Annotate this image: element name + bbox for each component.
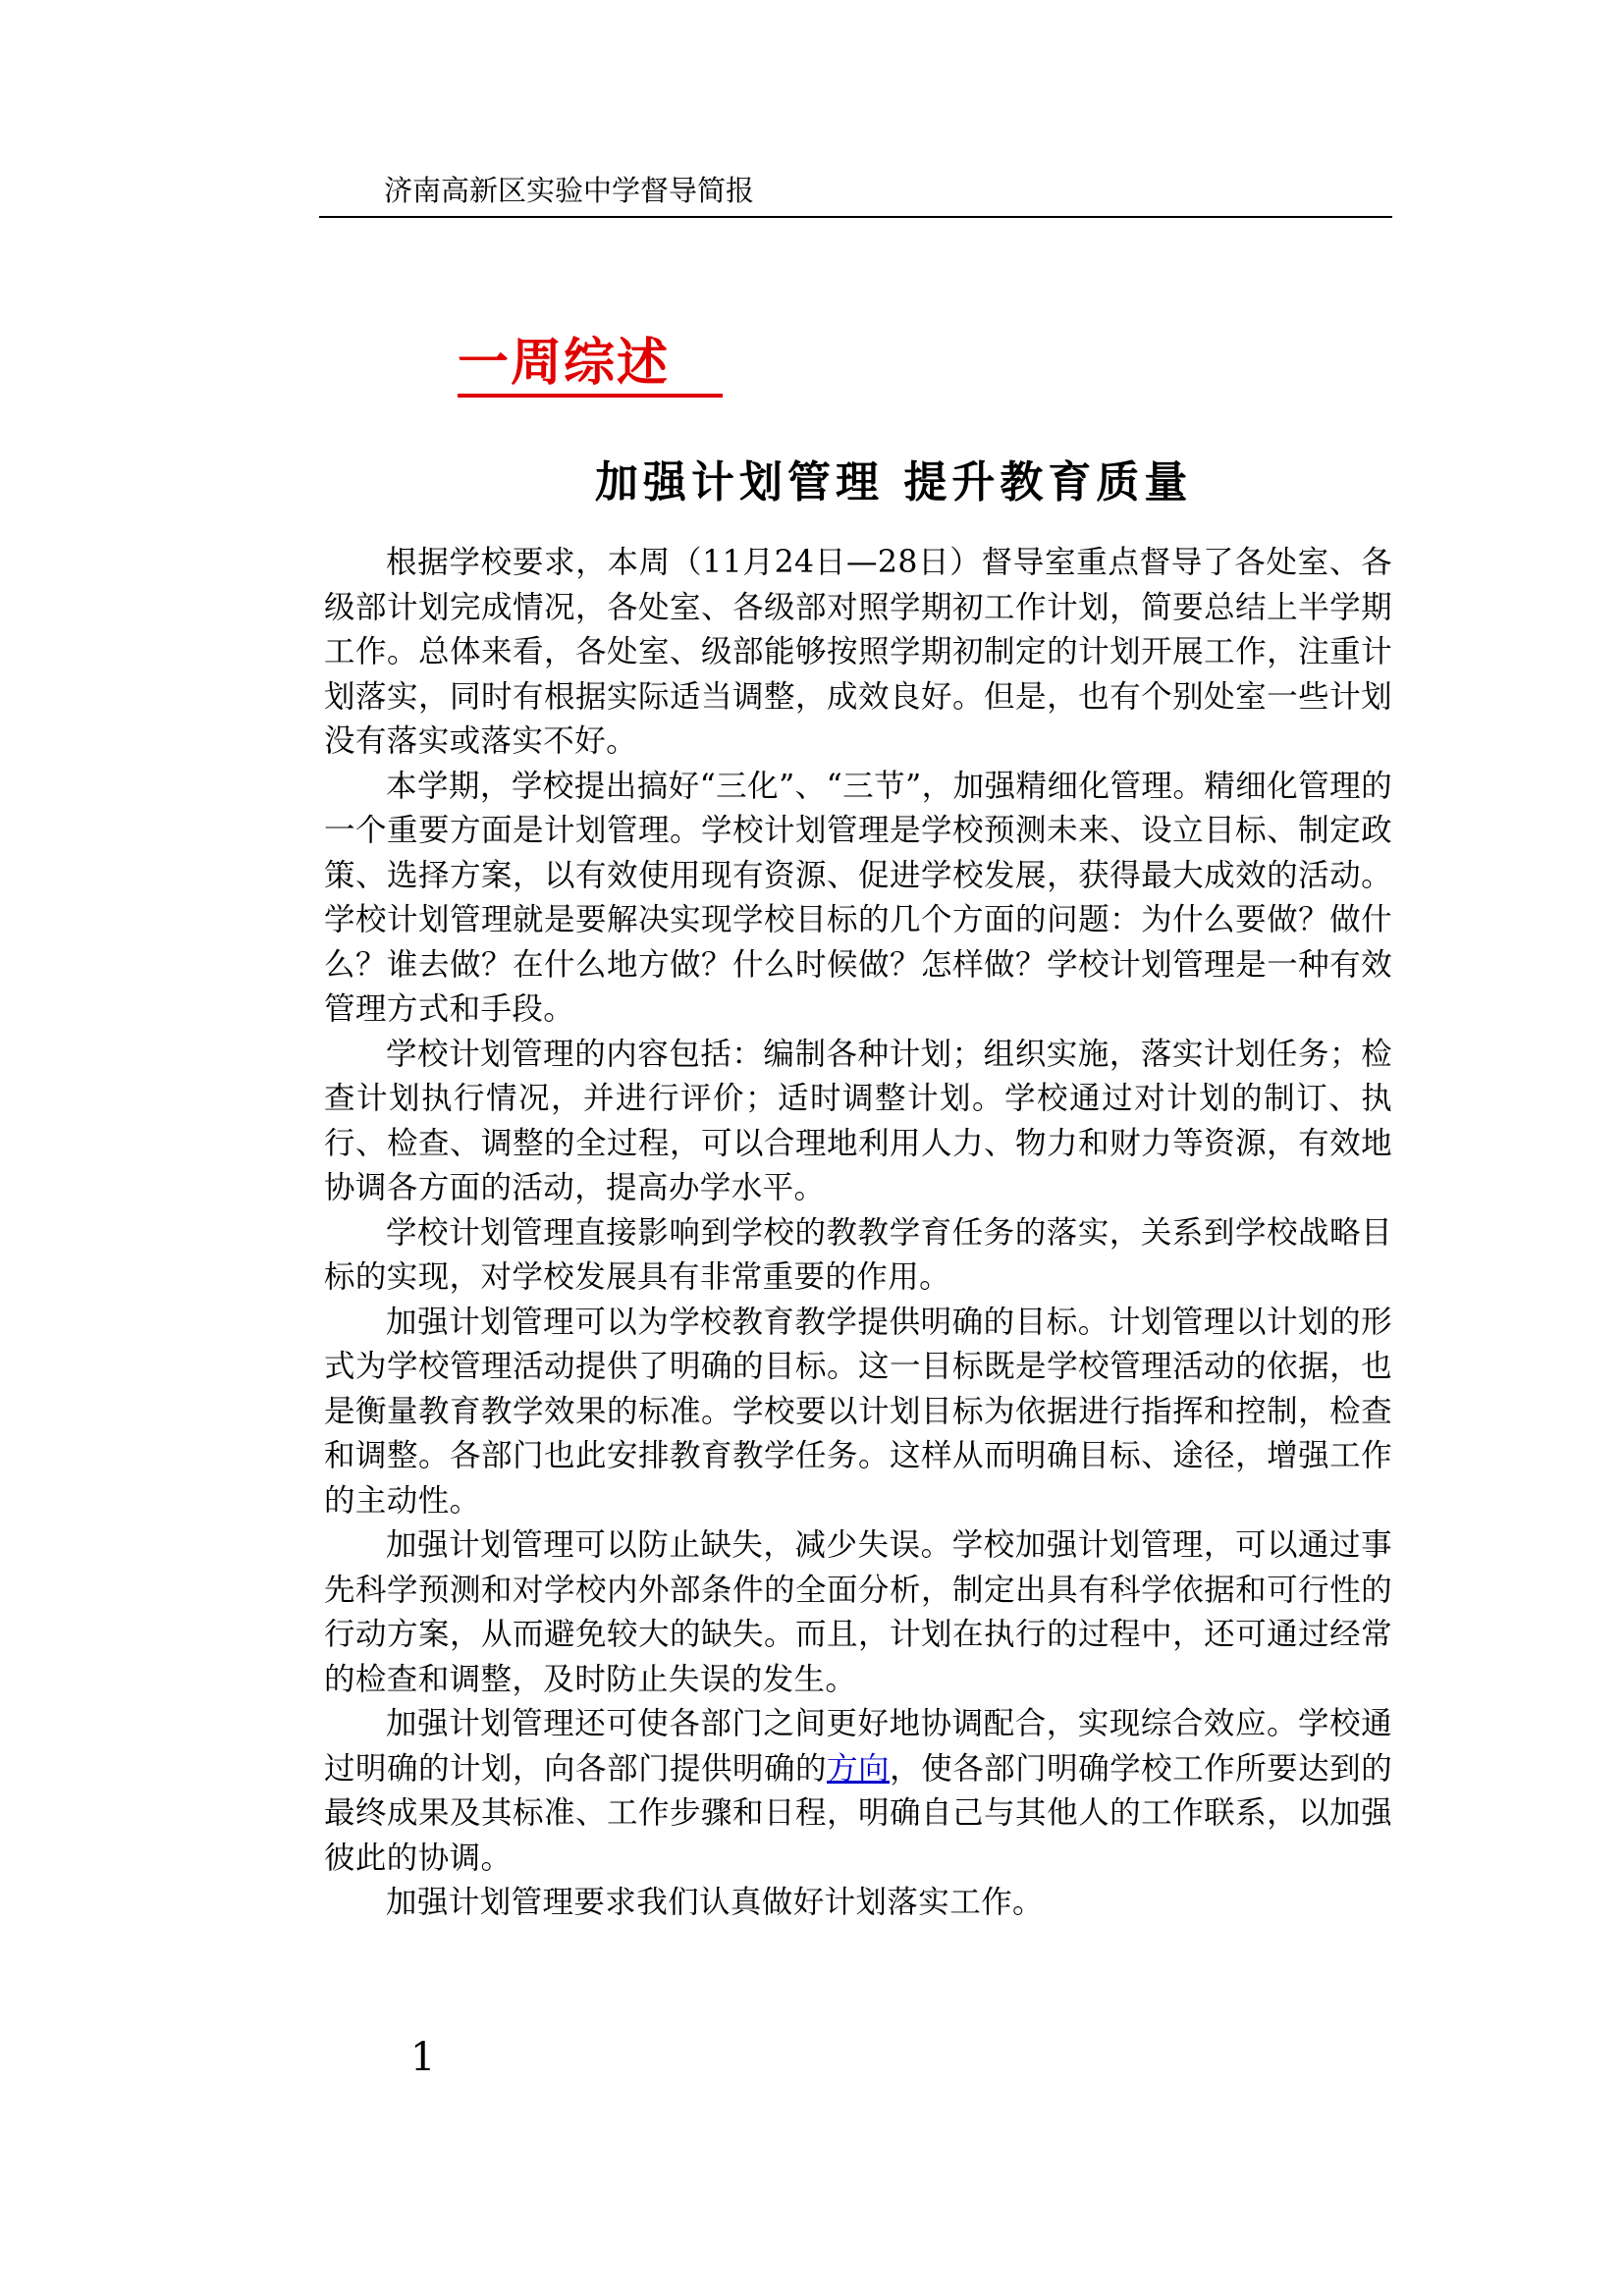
article-body xyxy=(324,541,1392,1926)
direction-link[interactable]: 方向 xyxy=(827,1750,891,1787)
body-paragraph: 本学期，学校提出搞好“三化”、“三节”，加强精细化管理。精细化管理的一个重要方面是计划管理。学校计划管理是学校预测未来、设立目标、制定政策、选择方案，以有效使用现有资源、促进学校发展，获得最大成效的活动。学校计划管理就是要解决实现学校目标的几个方面的问题：为什么要做？做什么？谁去做？在什么地方做？什么时候做？怎样做？学校计划管理是一种有效管理方式和手段。 xyxy=(324,768,1392,1027)
paragraph-text-after-link: ，使各部门明确学校工作所要达到的最终成果及其标准、工作步骤和日程，明确自己与其他人的工作联系，以加强彼此的协调。 xyxy=(324,1750,1392,1876)
section-label-underline xyxy=(458,394,723,398)
body-paragraph: 加强计划管理可以防止缺失，减少失误。学校加强计划管理，可以通过事先科学预测和对学校内外部条件的全面分析，制定出具有科学依据和可行性的行动方案，从而避免较大的缺失。而且，计划在执行的过程中，还可通过经常的检查和调整，及时防止失误的发生。 xyxy=(324,1527,1392,1697)
body-paragraph-with-link xyxy=(324,1702,1392,1881)
body-paragraph: 根据学校要求，本周（11月24日—28日）督导室重点督导了各处室、各级部计划完成情况，各处室、各级部对照学期初工作计划，简要总结上半学期工作。总体来看，各处室、级部能够按照学期初制定的计划开展工作，注重计划落实，同时有根据实际适当调整，成效良好。但是，也有个别处室一些计划没有落实或落实不好。 xyxy=(324,545,1392,759)
closing-paragraph: 加强计划管理要求我们认真做好计划落实工作。 xyxy=(386,1885,1044,1920)
article-title: 加强计划管理 提升教育质量 xyxy=(595,457,1193,507)
body-paragraph: 加强计划管理可以为学校教育教学提供明确的目标。计划管理以计划的形式为学校管理活动提供了明确的目标。这一目标既是学校管理活动的依据，也是衡量教育教学效果的标准。学校要以计划目标为依据进行指挥和控制，检查和调整。各部门也此安排教育教学任务。这样从而明确目标、途径，增强工作的主动性。 xyxy=(324,1304,1392,1519)
paragraph-text-before-link: 加强计划管理还可使各部门之间更好地协调配合，实现综合效应。学校通过明确的计划，向各部门提供明确的 xyxy=(324,1706,1392,1787)
body-paragraph: 学校计划管理直接影响到学校的教教学育任务的落实，关系到学校战略目标的实现，对学校发展具有非常重要的作用。 xyxy=(324,1214,1392,1295)
header-title: 济南高新区实验中学督导简报 xyxy=(384,174,755,207)
page-number: 1 xyxy=(410,2035,436,2080)
page-header xyxy=(319,169,1392,218)
section-label: 一周综述 xyxy=(458,334,671,393)
body-paragraph: 学校计划管理的内容包括：编制各种计划；组织实施，落实计划任务；检查计划执行情况，并进行评价；适时调整计划。学校通过对计划的制订、执行、检查、调整的全过程，可以合理地利用人力、物力和财力等资源，有效地协调各方面的活动，提高办学水平。 xyxy=(324,1036,1392,1205)
